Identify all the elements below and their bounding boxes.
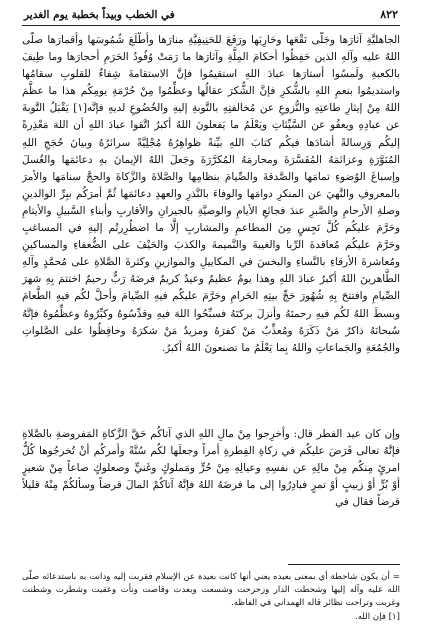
- eid-al-fitr-paragraph: وإن كان عيد الفطر قال: وأخرِجوا مِنْ مالِ اللهِ الذي آتاكُم حَقَّ الزَّكاةِ المَفروضةِ بالصَّلاةِ فإنَّهُ تعالى فَرَضَ عليكُم في زكاةِ الفِطرةِ أمراً وجعلَها لكُم سُنَّةً وأمركُم أنْ تُخرجُوها كُلُّ امرئٍ مِنكُم مِنْ مالِهِ عن نفسِهِ وعيالِهِ مِنْ حُرٍّ ومَملوكٍ وغَنيٍّ وصعلوكٍ صاعاً مِنْ شعيرٍ أوْ بُرٍّ أوْ زبيبٍ أوْ تمرٍ فبادِرُوا إلى ما فرضَهُ اللهُ فإنَّهُ آتاكُمْ المالَ قرضاً وسألكُمْ مِنْهُ قليلاً قرضاً فقال في: [22, 428, 400, 509]
- footnote-separator: [288, 564, 400, 565]
- running-title: في الخطب وبيداً بخطبة يوم الغدير: [24, 9, 175, 21]
- paragraph-spacer: [22, 384, 400, 420]
- page-header: [22, 8, 400, 26]
- footnote-continued: = أن يكون شاحطة أي بمعنى بعيده يعني أنها كانت بعيدة عن الإسلام فقربت إليه ودانت به باستدعائه صلّى الله عليه وآله إليها وشحطت الدار وزحزحت وشسعت وبعدت وقاصت ونأت وعقبت وشطرت وشطنت وغربت وتراحت نظائر قاله الهمداني في الفاظه.: [22, 572, 400, 608]
- page-number: ٨٢٢: [380, 8, 398, 21]
- footnote-1: [١] فإن الله.: [354, 612, 400, 622]
- footnotes: [22, 571, 400, 624]
- main-paragraph: الجاهليَّةِ آثارَها وجَلَّى نَقْعَها وحَارِبَها ورَفَعَ للحَنِيفِيَّةِ منارَها وأطْلَعَ شُمُوسَها وأقمارَها صلَّى اللهُ عليه وآلهِ الذين حَفِظُوا أحكامَ المِلَّةِ وآثارَها ما رَمَتْ وُفُودُ الحَرَمِ أحجارَها وما طِيفَ بالكعبةِ ولَمسُوا أستارَها عبادَ اللهِ استقيمُوا فإنَّ الاستقامةَ شِفاءٌ للقلوبِ سقامُها واستديمُوا بنعمِ اللهِ بالشُّكرِ فإنَّ الشُّكرَ عقالُها وعظِّمُوا مِنْ حُرْمَةِ يومِكُم هذا ما عظَّمَ اللهُ مِنْ إيثارِ طاعتِهِ والنُّزوعِ عن مُخالفتِهِ بالتَّوبةِ إليهِ والخُضُوعِ لديهِ فإنَّه[١] يَقْبَلُ التَّوبةَ عن عبادِهِ ويعفُو عن السَّيِّئاتِ ويَعْلَمُ ما يَفعلونَ اللهُ أكبرُ اتَّقوا عبادَ اللهِ أن اللهَ مَعْذِرةً إليكُم وَرِسالةً أشادَها فيكُم كتابَ اللهِ بيِّنةً ظواهِرُهُ مُجْلِيَّةً سرائرُهُ وبيانَ حُجَجِ اللهِ المُنَوَّرَةِ وعزائمَهُ المُفَسَّرَةَ ومحارمَهُ المُكرَّرَةَ وجَعلَ اللهُ الإيمانَ بهِ دعائمَها والغُسلَ وإسباغَ الوُضوءِ تمامَها والصَّدقةَ والصِّيامَ بنظامِها والصَّلاةَ والزَّكاةَ والحجَّ سنامَها والأمرَ بالمعروفِ والنَّهيَ عن المنكرِ دوامَها والوفاءَ بالنَّذرِ والعهدِ دعائمَها ثُمَّ أمرَكُم ببِرِّ الوالدينِ وصلةِ الأرحامِ والصَّبرِ عندَ فجائعِ الأيامِ والوصيَّةِ بالجيرانِ والأقاربِ وأبناءِ السَّبيلِ والأيتامِ وحَرَّمَ عليكُم كُلَّ نَجِسٍ مِنَ المطاعمِ والمشاربِ إلَّا ما اضطُرِرتُم إليهِ في المساغبِ وحَرَّمَ عليكُم مُعاقدةَ الرِّبا والغيبةَ والنَّميمةَ والكذبَ والحَيْفَ على الضُّعفاءِ والمساكينِ ومُعاشرةَ الأرقاءِ بالنَّساءِ والبخسَ في المكاييلِ والموازينِ وكثرةَ الصَّلاةِ على مُحمَّدٍ وآلهِ الطَّاهرينَ اللهُ أكبرُ عبادَ اللهِ وهذا يومٌ عظيمٌ وعيدٌ كريمٌ فرضَهُ رَبٌّ رحيمٌ اختتمَ بِهِ شهرَ الصِّيامِ وافتتحَ بِهِ شُهُورَ حَجِّ بيتِهِ الحَرامِ وحَرَّمَ عليكُم فيهِ الصِّيامَ وأحلَّ لكُم فيهِ الطَّعامَ وبسطَ اللهُ لكُم فيهِ رحمتَهُ وأنزلَ بركتَهُ فسبِّحُوا اللهَ فيهِ وقدِّسُوهُ وكبِّرُوهُ وعظِّمُوهُ فإنَّهُ سُبحانَهُ ذاكرٌ مَنْ ذَكَرَهُ ومُعذِّبٌ مَنْ كفرَهُ ومزيدٌ مَنْ شكرَهُ وحافِظُوا على الصَّلواتِ والجُمُعَةِ والجَماعاتِ واللهُ بِما يَعْلَمُ ما تصنعونَ اللهُ أكبرُ.: [22, 34, 400, 354]
